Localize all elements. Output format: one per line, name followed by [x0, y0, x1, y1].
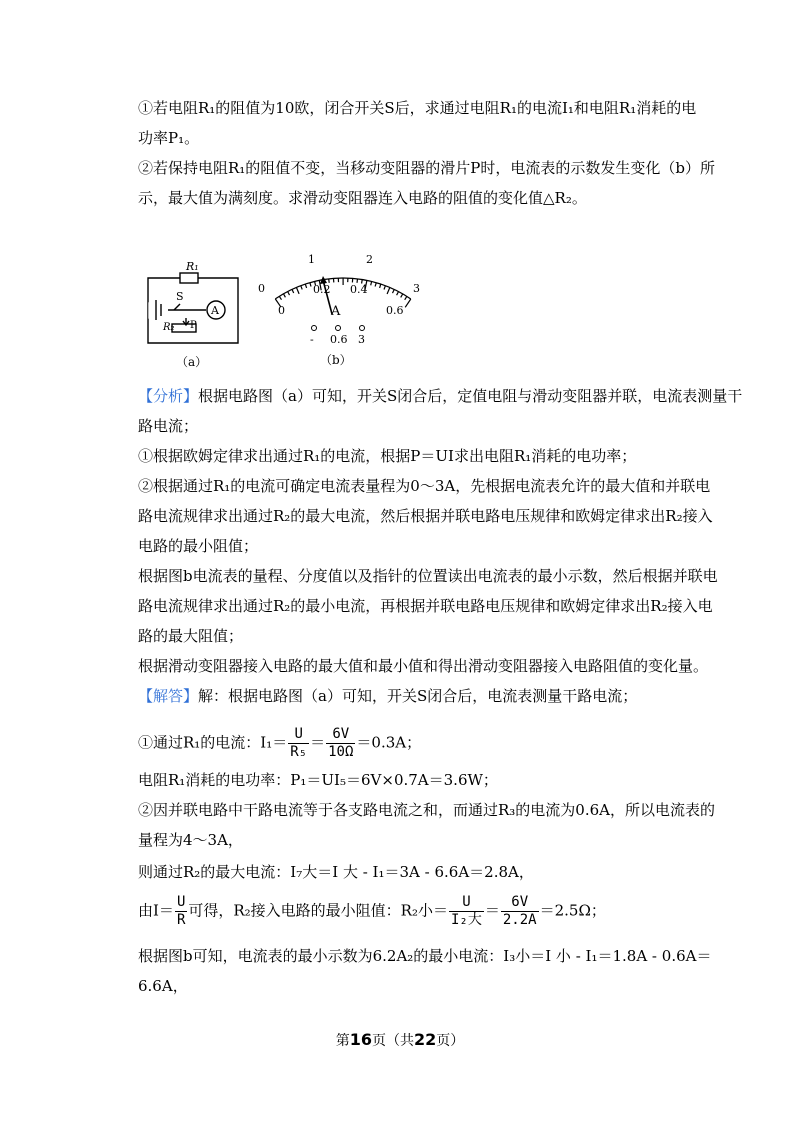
terminal-0-6 — [336, 326, 341, 331]
analysis-line-7: 根据图b电流表的量程、分度值以及指针的位置读出电流表的最小示数，然后根据并联电 — [138, 567, 718, 585]
dial-tick — [405, 296, 407, 299]
answer-line-5: 量程为4～3A， — [138, 831, 243, 849]
analysis-tag: 【分析】 — [138, 387, 199, 405]
fraction-numerator: U — [449, 894, 484, 912]
dial-tick — [375, 283, 376, 287]
footer-post: 页） — [436, 1033, 465, 1049]
answer-2-pre: ①通过R₁的电流：I₁＝ — [138, 733, 288, 752]
analysis-line-8: 路电流规律求出通过R₂的最小电流，再根据并联电路电压规律和欧姆定律求出R₂接入电 — [138, 597, 713, 615]
answer-line-9: 6.6A， — [138, 977, 188, 995]
dial-tick — [296, 287, 299, 294]
dial-tick — [301, 286, 302, 290]
terminal-label-3: 3 — [358, 333, 365, 346]
answer-7-mid: 可得，R₂接入电路的最小阻值：R₂小＝ — [188, 901, 448, 920]
circuit-and-ammeter-figure — [138, 248, 438, 373]
fraction-numerator: U — [288, 726, 309, 744]
fraction-denominator: R₅ — [290, 744, 308, 760]
caption-b: （b） — [320, 353, 352, 367]
analysis-line-1 — [138, 386, 742, 406]
analysis-text-1: 根据电路图（a）可知，开关S闭合后，定值电阻与滑动变阻器并联，电流表测量干 — [198, 387, 743, 405]
fraction-6v-over-10ohm — [326, 726, 355, 761]
answer-line-2: ①通过R₁的电流：I₁＝ $\frac{U}{\text{R₅}}$ ＝ $\frac{6V}{10\Omega}$ ＝0.3A； — [138, 726, 422, 760]
answer-text-1: 解：根据电路图（a）可知，开关S闭合后，电流表测量干路电流； — [198, 687, 638, 705]
dial-tick — [292, 289, 294, 293]
dial-tick — [405, 299, 411, 307]
fraction-numerator: 6V — [501, 894, 539, 912]
dial-tick — [284, 294, 286, 298]
footer-pre: 第 — [335, 1033, 350, 1049]
analysis-line-9: 路的最大阻值； — [138, 627, 244, 645]
fraction-denominator: I₂大 — [451, 912, 482, 928]
label-r2: R₂ — [163, 322, 175, 333]
dial-tick — [288, 292, 290, 296]
dial-tick — [401, 294, 403, 298]
fraction-u-over-r — [288, 726, 309, 761]
dial-bottom-label-1: 0.2 — [313, 283, 331, 296]
answer-tag: 【解答】 — [138, 687, 199, 705]
analysis-line-3: ①根据欧姆定律求出通过R₁的电流，根据P＝UI求出电阻R₁消耗的电功率； — [138, 447, 637, 465]
dial-tick — [279, 296, 281, 299]
answer-line-3: 电阻R₁消耗的电功率：P₁＝UI₅＝6V×0.7A＝3.6W； — [138, 771, 498, 789]
fraction-numerator: U — [176, 894, 186, 910]
caption-a: （a） — [176, 355, 208, 369]
answer-line-6: 则通过R₂的最大电流：I₇大＝I 大 - I₁＝3A - 6.6A＝2.8A， — [138, 863, 534, 881]
label-a: A — [211, 304, 219, 317]
dial-bottom-label-3: 0.6 — [386, 304, 404, 317]
answer-7-pre: 由I＝ — [138, 901, 174, 920]
dial-tick — [384, 286, 385, 290]
question-2-line-1: ②若保持电阻R₁的阻值不变，当移动变阻器的滑片P时，电流表的示数发生变化（b）所 — [138, 159, 716, 177]
analysis-line-5: 路电流规律求出通过R₂的最大电流，然后根据并联电路电压规律和欧姆定律求出R₂接入 — [138, 507, 713, 525]
terminal-label-0-6: 0.6 — [330, 333, 348, 346]
answer-line-1 — [138, 686, 637, 706]
terminal-3 — [360, 326, 365, 331]
dial-bottom-label-0: 0 — [278, 304, 285, 317]
label-p: P — [190, 320, 197, 331]
fraction-numerator: 6V — [326, 726, 355, 744]
fraction-denominator: R — [176, 912, 186, 928]
dial-top-label-1: 1 — [308, 253, 315, 266]
fraction-u-over-r-2 — [175, 894, 187, 929]
fraction-denominator: 2.2A — [502, 912, 537, 928]
fraction-u-over-i2max — [449, 894, 484, 929]
footer-mid: 页（共 — [372, 1033, 414, 1049]
fraction-6v-over-2-2a — [501, 894, 539, 929]
page-footer — [0, 1030, 800, 1050]
dial-tick — [387, 288, 390, 295]
dial-tick — [397, 292, 399, 296]
question-2-line-2: 示，最大值为满刻度。求滑动变阻器连入电路的阻值的变化值△R₂。 — [138, 189, 587, 207]
terminal-label-negative: - — [310, 333, 314, 346]
dial-tick — [371, 282, 372, 286]
footer-total-pages: 22 — [414, 1030, 437, 1049]
dial-tick — [380, 284, 381, 288]
analysis-line-2: 路电流； — [138, 417, 199, 435]
dial-top-label-2: 2 — [366, 253, 373, 266]
analysis-line-10: 根据滑动变阻器接入电路的最大值和最小值和得出滑动变阻器接入电路阻值的变化量。 — [138, 657, 709, 675]
answer-2-post: ＝0.3A； — [356, 733, 422, 752]
terminal-negative — [312, 326, 317, 331]
circuit-diagram-a — [148, 273, 238, 343]
answer-line-8: 根据图b可知，电流表的最小示数为6.2A₂的最小电流：I₃小＝I 小 - I₁＝1.8A - 0.6A＝ — [138, 947, 712, 965]
fraction-denominator: 10Ω — [328, 744, 354, 760]
analysis-line-4: ②根据通过R₁的电流可确定电流表量程为0～3A，先根据电流表允许的最大值和并联电 — [138, 477, 711, 495]
dial-top-label-3: 3 — [413, 282, 420, 295]
question-1-line-1: ①若电阻R₁的阻值为10欧，闭合开关S后，求通过电阻R₁的电流I₁和电阻R₁消耗的电 — [138, 99, 697, 117]
analysis-line-6: 电路的最小阻值； — [138, 537, 259, 555]
dial-top-label-0: 0 — [258, 282, 265, 295]
dial-tick — [393, 290, 395, 294]
question-1-line-2: 功率P₁。 — [138, 129, 200, 147]
answer-7-post: ＝2.5Ω； — [539, 901, 606, 920]
dial-unit: A — [331, 304, 341, 319]
dial-tick — [305, 284, 306, 288]
label-s: S — [176, 290, 184, 303]
footer-page-number: 16 — [349, 1030, 372, 1049]
answer-line-4: ②因并联电路中干路电流等于各支路电流之和，而通过R₃的电流为0.6A，所以电流表的 — [138, 801, 715, 819]
dial-bottom-label-2: 0.4 — [350, 283, 368, 296]
dial-tick — [310, 283, 311, 287]
label-r1: R₁ — [186, 260, 199, 273]
answer-line-7: 由I＝ $\frac{U}{R}$ 可得，R₂接入电路的最小阻值：R₂小＝ $\frac{U}{\text{I₂大}}$ ＝ $\frac{6V}{2.2A}$ ＝2.5Ω； — [138, 894, 606, 928]
